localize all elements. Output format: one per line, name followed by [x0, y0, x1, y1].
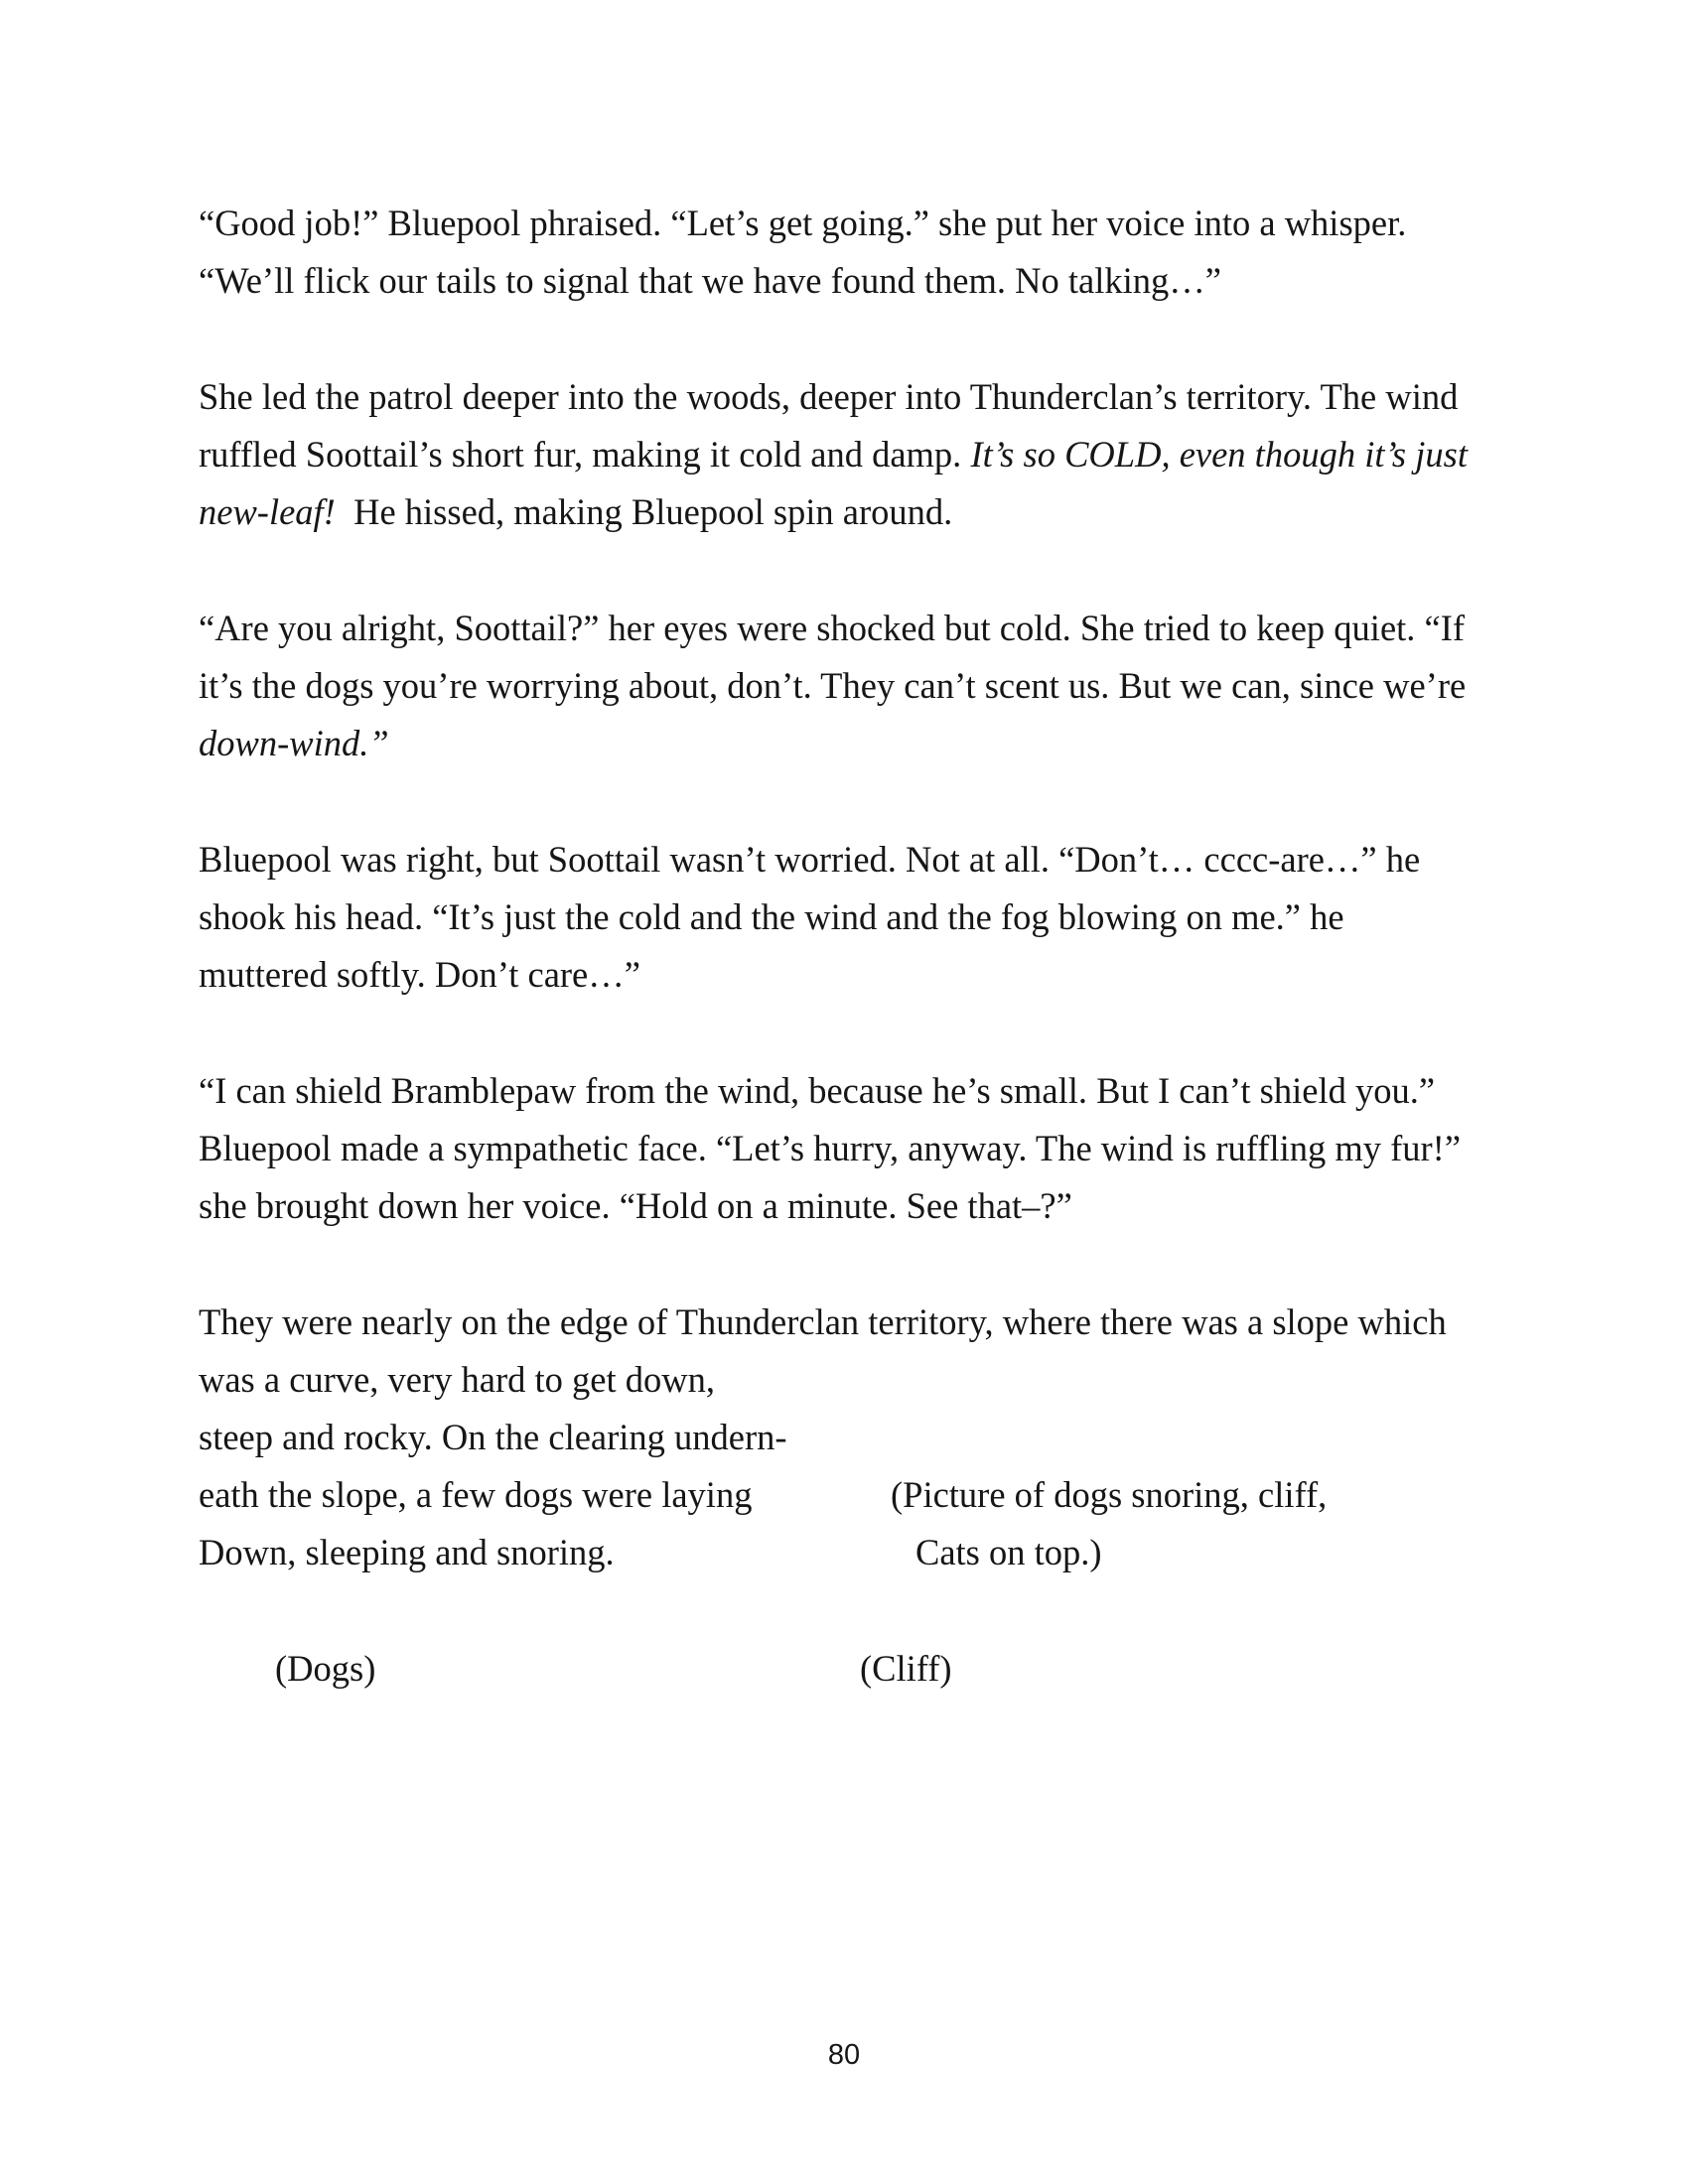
- paragraph-3-line-1: “Are you alright, Soottail?” her eyes were shocked but cold. She tried to keep quiet. “If: [199, 608, 1466, 648]
- paragraph-2-thought-text: It’s so COLD, even though it’s just: [970, 434, 1468, 475]
- paragraph-2-line-1: She led the patrol deeper into the woods, deeper into Thunderclan’s territory. The wind: [199, 376, 1459, 417]
- paragraph-2-line-2-text: ruffled Soottail’s short fur, making it cold and damp.: [199, 434, 971, 475]
- paragraph-6-line-3: steep and rocky. On the clearing undern-: [199, 1417, 787, 1457]
- paragraph-4-line-3: muttered softly. Don’t care…”: [199, 954, 640, 995]
- paragraph-1-line-1: “Good job!” Bluepool phraised. “Let’s get going.” she put her voice into a whisper.: [199, 203, 1407, 243]
- cliff-label: (Cliff): [860, 1648, 952, 1689]
- paragraph-5-line-2: Bluepool made a sympathetic face. “Let’s hurry, anyway. The wind is ruffling my fur!”: [199, 1128, 1462, 1168]
- paragraph-3-line-2: it’s the dogs you’re worrying about, don’t. They can’t scent us. But we can, since we’re: [199, 665, 1467, 706]
- paragraph-6-line-2: was a curve, very hard to get down,: [199, 1359, 715, 1400]
- paragraph-5-line-1: “I can shield Bramblepaw from the wind, because he’s small. But I can’t shield you.”: [199, 1070, 1436, 1111]
- paragraph-2-line-3-text: He hissed, making Bluepool spin around.: [335, 491, 953, 532]
- paragraph-5-line-3: she brought down her voice. “Hold on a minute. See that–?”: [199, 1185, 1072, 1226]
- paragraph-2-thought-text-end: new-leaf!: [199, 491, 336, 532]
- paragraph-2-line-3: [199, 483, 952, 541]
- page-number: 80: [827, 2039, 861, 2071]
- paragraph-4-line-1: Bluepool was right, but Soottail wasn’t worried. Not at all. “Don’t… cccc-are…” he: [199, 839, 1421, 880]
- paragraph-3-italic-text: down-wind.”: [199, 723, 389, 763]
- paragraph-1-line-2: “We’ll flick our tails to signal that we have found them. No talking…”: [199, 260, 1221, 301]
- picture-note-line-2: Cats on top.): [915, 1532, 1102, 1572]
- dogs-label: (Dogs): [275, 1648, 376, 1689]
- paragraph-4-line-2: shook his head. “It’s just the cold and the wind and the fog blowing on me.” he: [199, 896, 1344, 937]
- picture-note-line-1: (Picture of dogs snoring, cliff,: [891, 1474, 1328, 1515]
- paragraph-6-line-1: They were nearly on the edge of Thunderclan territory, where there was a slope which: [199, 1301, 1447, 1342]
- paragraph-2-line-2: [199, 426, 1468, 483]
- paragraph-3-line-3: [199, 715, 389, 772]
- paragraph-6-line-5: Down, sleeping and snoring.: [199, 1532, 615, 1572]
- paragraph-6-line-4: eath the slope, a few dogs were laying: [199, 1474, 753, 1515]
